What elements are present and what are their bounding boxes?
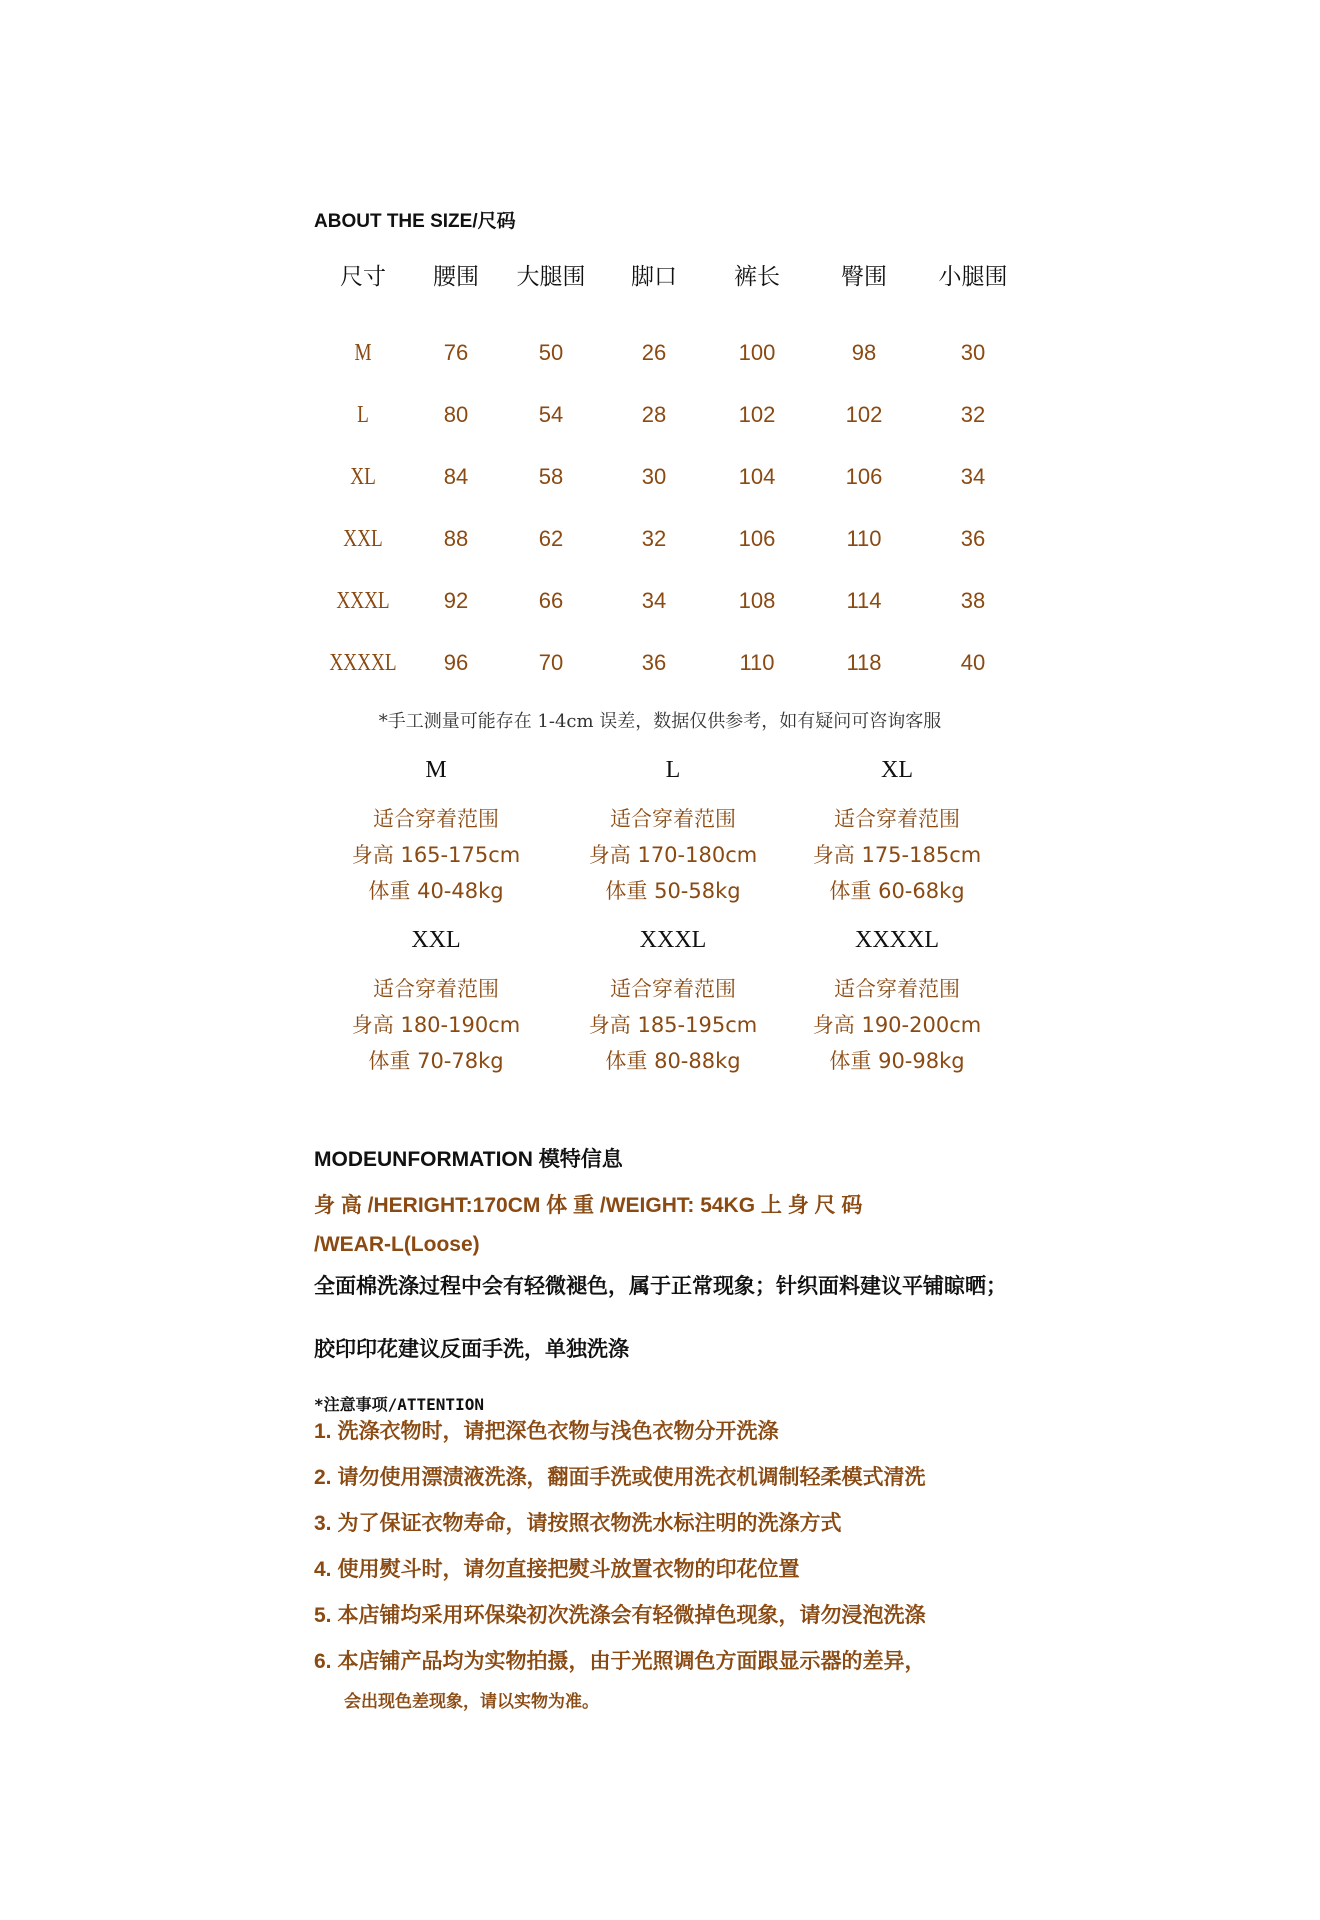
attention-item-text: 本店铺产品均为实物拍摄，由于光照调色方面跟显示器的差异， [337,1649,926,1673]
fit-height-range: 身高 170-180cm [588,843,758,867]
table-cell-calf: 40 [960,650,986,675]
fit-range-label: 适合穿着范围 [834,807,960,831]
header-cell-hem: 脚口 [631,264,677,290]
fit-size-label: XL [881,757,913,783]
fit-size-label: XXXXL [855,927,939,953]
care-paragraph-2: 胶印印花建议反面手洗，单独洗涤 [314,1337,629,1361]
model-info-line-1: 身 高 /HERIGHT:170CM 体 重 /WEIGHT: 54KG 上 身 尺 码 [314,1194,863,1217]
table-cell-hip: 110 [846,526,882,551]
table-cell-calf: 32 [960,402,986,427]
attention-item-text: 为了保证衣物寿命，请按照衣物洗水标注明的洗涤方式 [337,1511,842,1535]
table-cell-thigh: 50 [538,340,564,365]
attention-item [314,1416,1034,1462]
header-cell-size: 尺寸 [340,264,386,290]
attention-item-text: 洗涤衣物时，请把深色衣物与浅色衣物分开洗涤 [337,1419,779,1443]
fit-height-range: 身高 175-185cm [812,843,982,867]
table-cell-length: 108 [738,588,776,613]
table-cell-size: L [357,402,369,428]
table-cell-thigh: 58 [538,464,564,489]
attention-item [314,1508,1034,1554]
table-row [310,330,1020,392]
header-cell-length: 裤长 [734,264,780,290]
table-cell-hem: 32 [641,526,667,551]
header-cell-calf: 小腿围 [938,264,1008,290]
size-table-header [310,250,1020,330]
measurement-note: *手工测量可能存在 1-4cm 误差，数据仅供参考，如有疑问可咨询客服 [378,711,942,732]
fit-height-range: 身高 190-200cm [812,1013,982,1037]
size-section-title: ABOUT THE SIZE/尺码 [314,211,516,232]
fit-weight-range: 体重 50-58kg [605,879,741,903]
table-cell-size: XL [350,464,376,490]
table-cell-waist: 96 [443,650,469,675]
fit-range-block [767,755,1027,909]
attention-item-number: 1. [314,1420,332,1443]
care-paragraph-1: 全面棉洗涤过程中会有轻微褪色，属于正常现象；针织面料建议平铺晾晒； [314,1274,1007,1298]
fit-size-label: XXL [411,927,461,953]
attention-item-text: 请勿使用漂渍液洗涤，翻面手洗或使用洗衣机调制轻柔模式清洗 [337,1465,926,1489]
header-cell-hip: 臀围 [841,264,887,290]
attention-title: *注意事项/ATTENTION [314,1395,484,1414]
fit-weight-range: 体重 80-88kg [605,1049,741,1073]
table-cell-hip: 102 [845,402,883,427]
table-cell-size: XXXL [336,588,390,614]
table-row [310,640,1020,702]
table-cell-hip: 114 [846,588,882,613]
table-cell-length: 104 [738,464,776,489]
attention-item [314,1600,1034,1646]
attention-item-number: 6. [314,1650,332,1673]
table-cell-waist: 88 [443,526,469,551]
table-cell-length: 102 [738,402,776,427]
fit-weight-range: 体重 70-78kg [368,1049,504,1073]
header-cell-thigh: 大腿围 [516,264,586,290]
table-cell-hip: 98 [851,340,877,365]
attention-item [314,1462,1034,1508]
table-cell-size: XXL [343,526,383,552]
table-row [310,516,1020,578]
fit-range-label: 适合穿着范围 [610,977,736,1001]
table-cell-hip: 106 [845,464,883,489]
fit-range-block [767,925,1027,1079]
fit-weight-range: 体重 40-48kg [368,879,504,903]
attention-item-number: 4. [314,1558,332,1581]
table-row [310,454,1020,516]
fit-range-label: 适合穿着范围 [373,807,499,831]
attention-item-number: 3. [314,1512,332,1535]
attention-item-number: 2. [314,1466,332,1489]
fit-range-label: 适合穿着范围 [610,807,736,831]
fit-range-block [306,925,566,1079]
table-cell-length: 106 [738,526,776,551]
attention-list [314,1416,1034,1692]
fit-size-label: M [425,757,447,783]
table-cell-waist: 92 [443,588,469,613]
attention-item-6-continued: 会出现色差现象，请以实物为准。 [344,1692,599,1712]
table-cell-size: M [354,340,372,366]
table-cell-waist: 80 [443,402,469,427]
model-info-line-2: /WEAR-L(Loose) [314,1233,480,1256]
table-cell-waist: 84 [443,464,469,489]
fit-range-block [306,755,566,909]
fit-height-range: 身高 165-175cm [351,843,521,867]
table-cell-hem: 34 [641,588,667,613]
fit-height-range: 身高 180-190cm [351,1013,521,1037]
size-table [310,250,1020,702]
table-cell-thigh: 62 [538,526,564,551]
table-cell-thigh: 54 [538,402,564,427]
header-cell-waist: 腰围 [433,264,479,290]
table-cell-calf: 30 [960,340,986,365]
table-row [310,392,1020,454]
attention-item-text: 本店铺均采用环保染初次洗涤会有轻微掉色现象，请勿浸泡洗涤 [337,1603,926,1627]
attention-item-number: 5. [314,1604,332,1627]
attention-item [314,1554,1034,1600]
table-cell-thigh: 66 [538,588,564,613]
table-cell-hem: 26 [641,340,667,365]
fit-size-label: XXXL [639,927,707,953]
table-row [310,578,1020,640]
fit-range-block [543,755,803,909]
attention-item [314,1646,1034,1692]
table-cell-waist: 76 [443,340,469,365]
fit-weight-range: 体重 60-68kg [829,879,965,903]
table-cell-calf: 38 [960,588,986,613]
model-section-title: MODEUNFORMATION 模特信息 [314,1148,623,1171]
table-cell-hem: 36 [641,650,667,675]
table-cell-calf: 36 [960,526,986,551]
table-cell-hip: 118 [846,650,882,675]
fit-range-block [543,925,803,1079]
table-cell-thigh: 70 [538,650,564,675]
table-cell-calf: 34 [960,464,986,489]
table-cell-length: 110 [739,650,775,675]
table-cell-size: XXXXL [329,650,397,676]
table-cell-hem: 30 [641,464,667,489]
attention-item-text: 使用熨斗时，请勿直接把熨斗放置衣物的印花位置 [337,1557,800,1581]
fit-range-label: 适合穿着范围 [834,977,960,1001]
table-cell-hem: 28 [641,402,667,427]
fit-range-label: 适合穿着范围 [373,977,499,1001]
fit-height-range: 身高 185-195cm [588,1013,758,1037]
table-cell-length: 100 [738,340,776,365]
fit-weight-range: 体重 90-98kg [829,1049,965,1073]
fit-size-label: L [665,757,681,783]
